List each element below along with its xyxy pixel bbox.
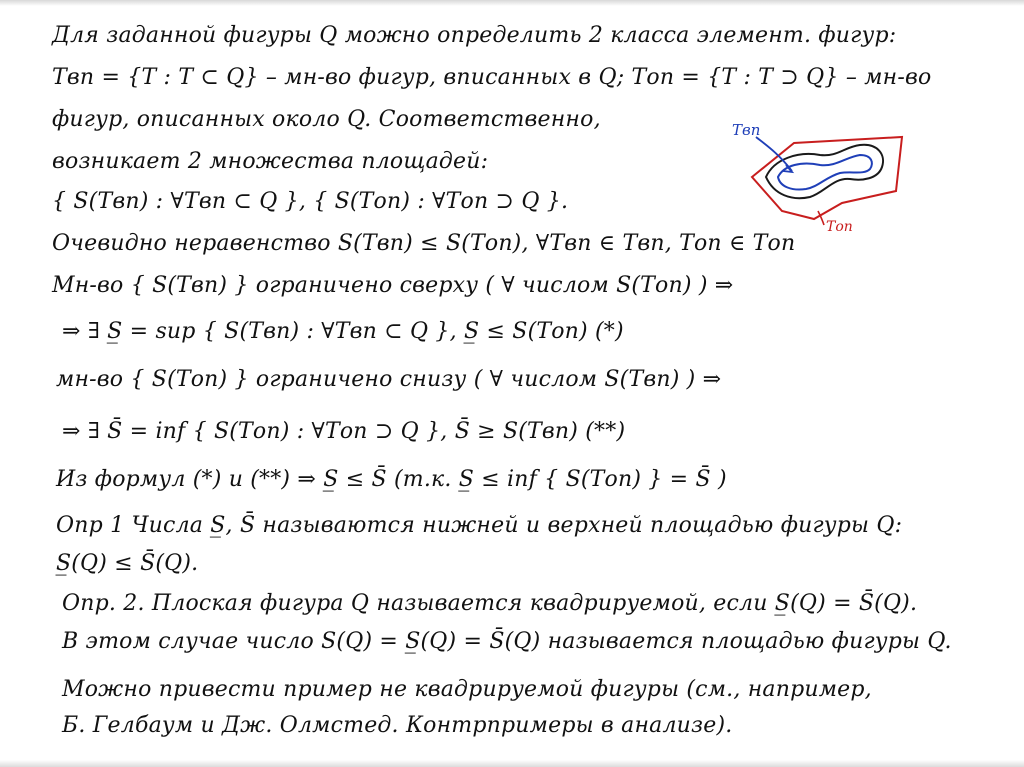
text-line-8: ⇒ ∃ S̲ = sup { S(Tвп) : ∀Tвп ⊂ Q }, S̲ ≤ S(Tоп) (*) bbox=[62, 319, 624, 344]
label-inscribed: Tвп bbox=[732, 121, 761, 139]
text-line-9: мн-во { S(Tоп) } ограничено снизу ( ∀ числом S(Tвп) ) ⇒ bbox=[56, 367, 722, 392]
bottom-shadow bbox=[0, 760, 1024, 767]
text-line-6: Очевидно неравенство S(Tвп) ≤ S(Tоп), ∀Tвп ∈ Tвп, Tоп ∈ Tоп bbox=[52, 231, 796, 256]
text-line-4: возникает 2 множества площадей: bbox=[52, 149, 489, 174]
text-line-11: Из формул (*) и (**) ⇒ S̲ ≤ S̄ (т.к. S̲ ≤ inf { S(Tоп) } = S̄ ) bbox=[56, 467, 727, 492]
text-line-13: S̲(Q) ≤ S̄(Q). bbox=[56, 551, 199, 576]
text-line-10: ⇒ ∃ S̄ = inf { S(Tоп) : ∀Tоп ⊃ Q }, S̄ ≥ S(Tвп) (**) bbox=[62, 419, 626, 444]
label-circumscribed: Tоп bbox=[826, 219, 853, 235]
text-line-1: Для заданной фигуры Q можно определить 2 класса элемент. фигур: bbox=[52, 23, 897, 48]
text-line-5: { S(Tвп) : ∀Tвп ⊂ Q }, { S(Tоп) : ∀Tоп ⊃ Q }. bbox=[52, 189, 569, 214]
text-line-14: Опр. 2. Плоская фигура Q называется квадрируемой, если S̲(Q) = S̄(Q). bbox=[62, 591, 918, 616]
text-line-12: Опр 1 Числа S̲, S̄ называются нижней и верхней площадью фигуры Q: bbox=[56, 513, 903, 538]
text-line-3: фигур, описанных около Q. Соответственно, bbox=[52, 107, 601, 132]
text-line-7: Мн-во { S(Tвп) } ограничено сверху ( ∀ числом S(Tоп) ) ⇒ bbox=[52, 273, 734, 298]
inscribed-circumscribed-figure bbox=[722, 115, 912, 235]
top-shadow bbox=[0, 0, 1024, 6]
text-line-16: Можно привести пример не квадрируемой фигуры (см., например, bbox=[62, 677, 872, 702]
text-line-15: В этом случае число S(Q) = S̲(Q) = S̄(Q) называется площадью фигуры Q. bbox=[62, 629, 952, 654]
text-line-17: Б. Гелбаум и Дж. Олмстед. Контрпримеры в анализе). bbox=[62, 713, 733, 738]
text-line-2: Tвп = {T : T ⊂ Q} – мн-во фигур, вписанных в Q; Tоп = {T : T ⊃ Q} – мн-во bbox=[52, 65, 932, 90]
